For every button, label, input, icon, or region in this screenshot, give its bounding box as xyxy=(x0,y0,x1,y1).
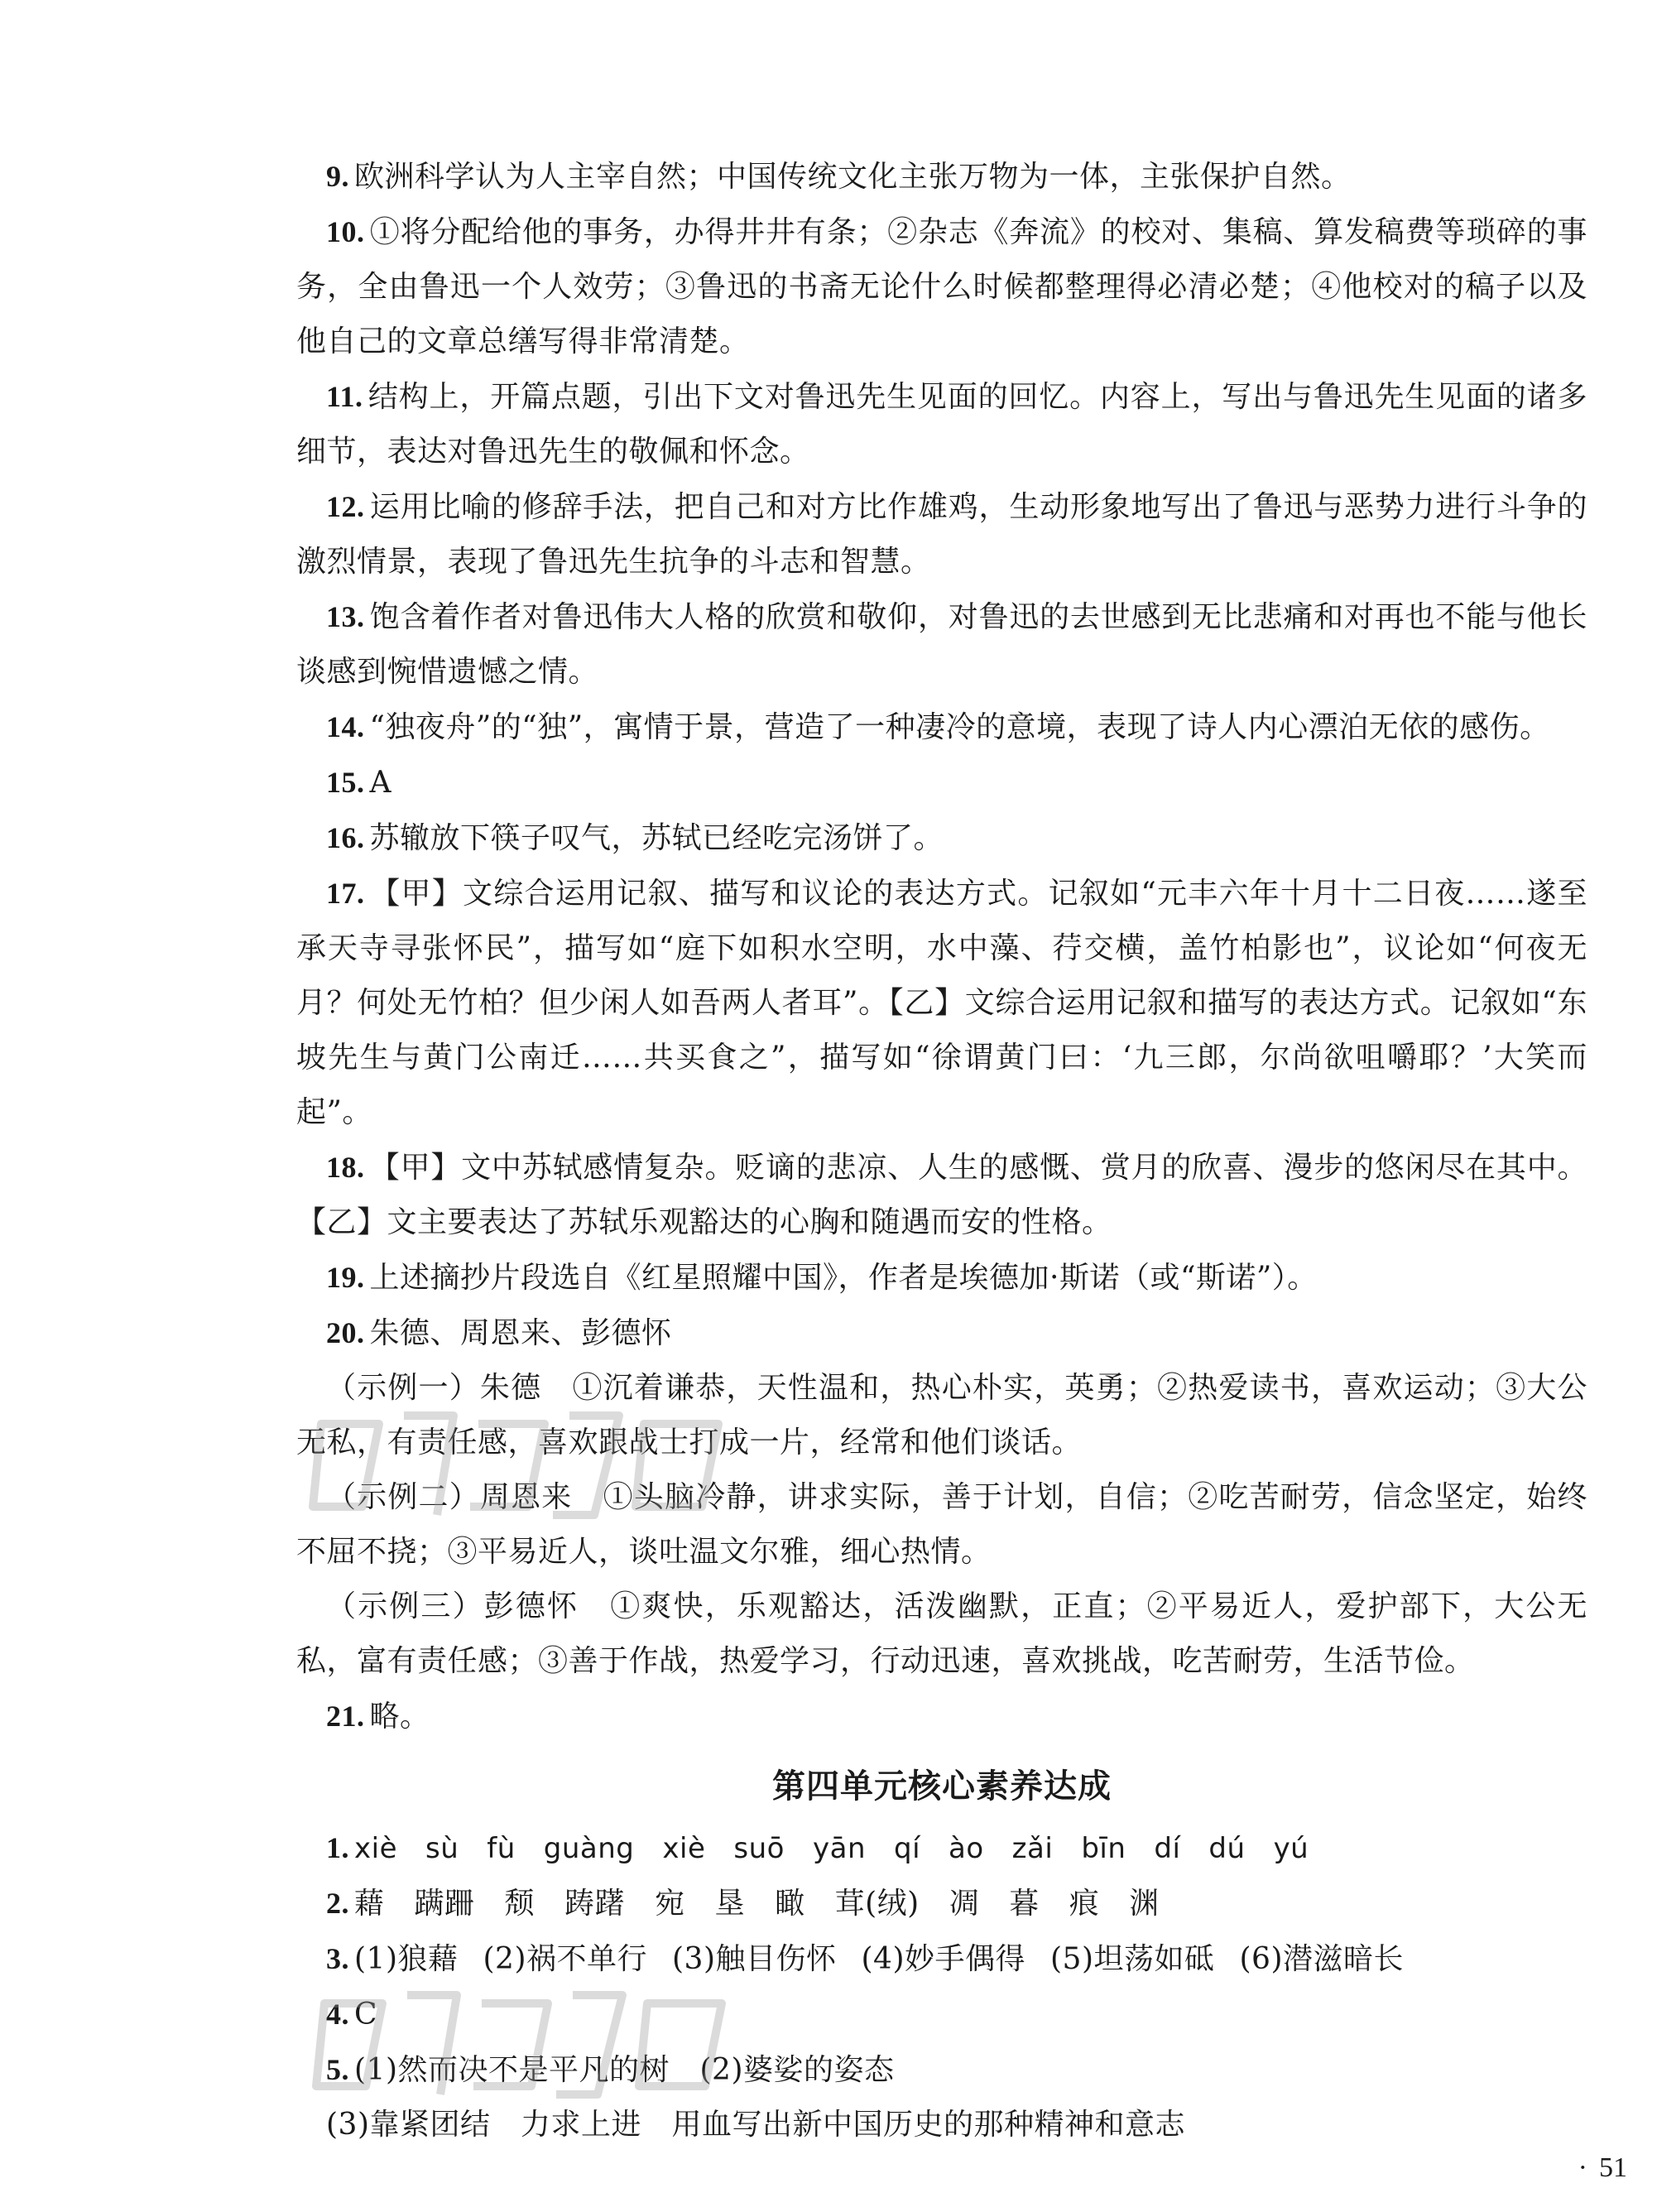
pinyin-item: fù xyxy=(487,1832,516,1865)
unit4-answer-3: 3. (1)狼藉 (2)祸不单行 (3)触目伤怀 (4)妙手偶得 (5)坦荡如砥 (6)潜滋暗长 xyxy=(296,1931,1587,1987)
answer-item-9: 9. 欧洲科学认为人主宰自然；中国传统文化主张万物为一体，主张保护自然。 xyxy=(326,160,1352,194)
pinyin-item: xiè xyxy=(662,1832,706,1865)
answer-item-10: 10. ①将分配给他的事务，办得井井有条；②杂志《奔流》的校对、集稿、算发稿费等琐碎的事务，全由鲁迅一个人效劳；③鲁迅的书斋无论什么时候都整理得必清必楚；④他校对的稿子以及他自己的文章总缮写得非常清楚。 xyxy=(296,215,1587,358)
answer-item-17: 17. 【甲】文综合运用记叙、描写和议论的表达方式。记叙如“元丰六年十月十二日夜……遂至承天寺寻张怀民”，描写如“庭下如积水空明，水中藻、荇交横，盖竹柏影也”，议论如“何夜无月？何处无竹柏？但少闲人如吾两人者耳”。【乙】文综合运用记叙和描写的表达方式。记叙如“东坡先生与黄门公南迁……共买食之”，描写如“徐谓黄门曰：‘九三郎，尔尚欲咀嚼耶？’大笑而起”。 xyxy=(296,877,1587,1129)
idioms-list xyxy=(354,1942,1429,1976)
char-item: 茸(绒) xyxy=(834,1887,920,1921)
answer-item-16: 16. 苏辙放下筷子叹气，苏轼已经吃完汤饼了。 xyxy=(326,821,944,855)
answer-item-20: 20. 朱德、周恩来、彭德怀 xyxy=(326,1316,672,1350)
pinyin-item: xiè xyxy=(354,1832,397,1865)
pinyin-item: yān xyxy=(812,1832,866,1865)
idiom-item: (5)坦荡如砥 xyxy=(1050,1942,1215,1976)
pinyin-item: guàng xyxy=(543,1832,635,1865)
pinyin-item: zǎi xyxy=(1011,1832,1054,1865)
pinyin-item: qí xyxy=(894,1832,921,1865)
pinyin-item: bīn xyxy=(1081,1832,1126,1865)
char-item: 凋 xyxy=(949,1887,980,1921)
page-number: · 51 xyxy=(1578,2152,1627,2183)
example-2: （示例二）周恩来 ①头脑冷静，讲求实际，善于计划，自信；②吃苦耐劳，信念坚定，始终不屈不挠；③平易近人，谈吐温文尔雅，细心热情。 xyxy=(296,1480,1587,1569)
char-item: 渊 xyxy=(1129,1887,1160,1921)
answer-item-18: 18. 【甲】文中苏轼感情复杂。贬谪的悲凉、人生的感慨、赏月的欣喜、漫步的悠闲尽在其中。【乙】文主要表达了苏轼乐观豁达的心胸和随遇而安的性格。 xyxy=(296,1151,1587,1239)
pinyin-item: yú xyxy=(1273,1832,1309,1865)
char-item: 藉 xyxy=(354,1887,385,1921)
unit4-answer-5-line2: (3)靠紧团结 力求上进 用血写出新中国历史的那种精神和意志 xyxy=(326,2108,1185,2142)
idiom-item: (6)潜滋暗长 xyxy=(1239,1942,1404,1976)
idiom-item: (2)祸不单行 xyxy=(483,1942,647,1976)
idiom-item: (1)狼藉 xyxy=(354,1942,459,1976)
example-1: （示例一）朱德 ①沉着谦恭，天性温和，热心朴实，英勇；②热爱读书，喜欢运动；③大公无私，有责任感，喜欢跟战士打成一片，经常和他们谈话。 xyxy=(296,1371,1587,1459)
answer-item-12: 12. 运用比喻的修辞手法，把自己和对方比作雄鸡，生动形象地写出了鲁迅与恶势力进行斗争的激烈情景，表现了鲁迅先生抗争的斗志和智慧。 xyxy=(296,490,1587,579)
pinyin-item: dú xyxy=(1208,1832,1246,1865)
pinyin-list xyxy=(354,1831,1337,1865)
answer-item-19: 19. 上述摘抄片段选自《红星照耀中国》，作者是埃德加·斯诺（或“斯诺”）。 xyxy=(326,1261,1318,1295)
char-item: 颓 xyxy=(504,1887,536,1921)
answer-item-21: 21. 略。 xyxy=(326,1700,430,1734)
answer-item-11: 11. 结构上，开篇点题，引出下文对鲁迅先生见面的回忆。内容上，写出与鲁迅先生见面的诸多细节，表达对鲁迅先生的敬佩和怀念。 xyxy=(296,380,1587,469)
chars-list xyxy=(354,1887,1189,1921)
char-item: 宛 xyxy=(655,1887,685,1921)
char-item: 蹒跚 xyxy=(414,1887,475,1921)
unit4-answer-2: 2. 藉 蹒跚 颓 踌躇 宛 垦 瞰 茸(绒) 凋 暮 痕 渊 xyxy=(296,1876,1587,1931)
char-item: 踌躇 xyxy=(564,1887,626,1921)
char-item: 垦 xyxy=(714,1887,746,1921)
idiom-item: (3)触目伤怀 xyxy=(672,1942,837,1976)
example-3: （示例三）彭德怀 ①爽快，乐观豁达，活泼幽默，正直；②平易近人，爱护部下，大公无私，富有责任感；③善于作战，热爱学习，行动迅速，喜欢挑战，吃苦耐劳，生活节俭。 xyxy=(296,1589,1587,1678)
pinyin-item: suō xyxy=(733,1832,785,1865)
bullet-dot-icon: · xyxy=(1578,2152,1587,2183)
unit4-answer-5: 5. (1)然而决不是平凡的树 (2)婆娑的姿态 xyxy=(326,2053,895,2087)
pinyin-item: ào xyxy=(949,1832,984,1865)
char-item: 痕 xyxy=(1069,1887,1100,1921)
pinyin-item: sù xyxy=(425,1832,459,1865)
char-item: 瞰 xyxy=(775,1887,805,1921)
unit4-answer-1: 1. xiè sù fù guàng xiè suō yān qí ào zǎi bīn dí dú yú xyxy=(296,1820,1587,1876)
pinyin-item: dí xyxy=(1154,1832,1181,1865)
watermark-graphic xyxy=(305,1399,735,1523)
watermark-graphic xyxy=(308,1979,738,2103)
char-item: 暮 xyxy=(1009,1887,1040,1921)
answer-item-14: 14. “独夜舟”的“独”，寓情于景，营造了一种凄冷的意境，表现了诗人内心漂泊无依的感伤。 xyxy=(326,710,1550,744)
unit4-answer-4: 4. C xyxy=(326,1998,378,2032)
answer-item-15: 15. A xyxy=(326,766,391,800)
answer-content xyxy=(296,149,1587,2152)
idiom-item: (4)妙手偶得 xyxy=(861,1942,1025,1976)
answer-item-13: 13. 饱含着作者对鲁迅伟大人格的欣赏和敬仰，对鲁迅的去世感到无比悲痛和对再也不能与他长谈感到惋惜遗憾之情。 xyxy=(296,600,1587,689)
section-title: 第四单元核心素养达成 xyxy=(772,1767,1112,1806)
